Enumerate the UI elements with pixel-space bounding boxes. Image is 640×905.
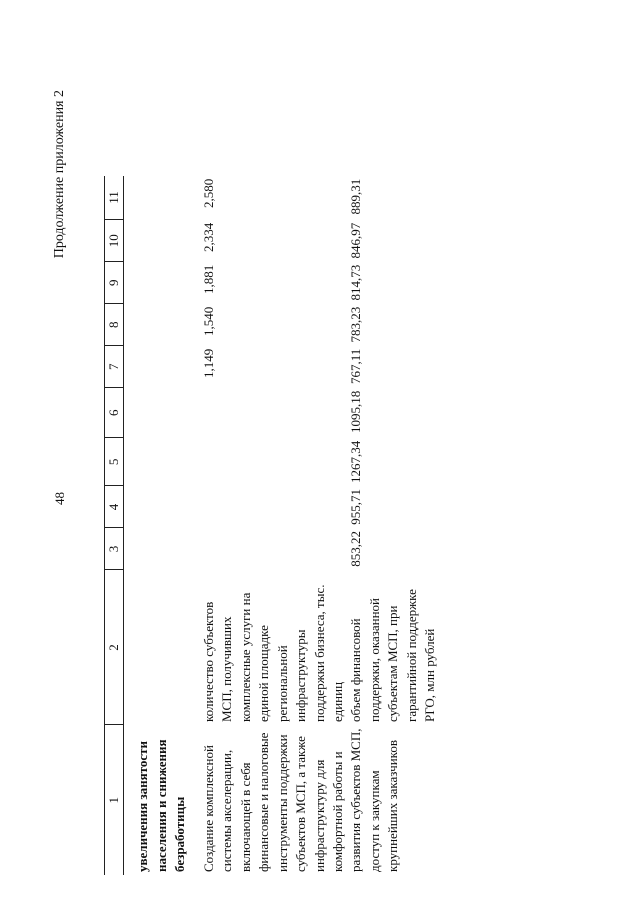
column-header: 11 [105, 176, 124, 220]
table-cell: 889,31 [348, 178, 364, 215]
continuation-note: Продолжение приложения 2 [52, 90, 67, 259]
table-cell: 2,334 [200, 222, 216, 252]
column-header: 10 [105, 220, 124, 262]
table-row [134, 176, 189, 875]
table-cell [200, 388, 348, 438]
table-cell: 955,71 [348, 489, 364, 525]
column-header: 7 [105, 346, 124, 388]
column-header: 6 [105, 388, 124, 438]
table-cell: 814,73 [348, 264, 364, 301]
table-cell: 767,11 [348, 348, 364, 385]
indicator-name: объем финансовой поддержки, оказанной субъектам МСП, при гарантийной поддержке РГО, млн рублей [348, 589, 438, 722]
indicator-name: количество субъектов МСП, получивших комплексные услуги на единой площадке региональной инфраструктуры поддержки бизнеса, тыс. единиц [200, 584, 345, 722]
table-cell [200, 486, 348, 528]
table-row [200, 176, 348, 875]
table-cell [200, 438, 348, 486]
header-row [105, 176, 124, 875]
table-cell: 783,23 [348, 306, 364, 343]
table-cell: 2,580 [200, 178, 216, 208]
column-header: 4 [105, 486, 124, 528]
data-table [104, 176, 440, 875]
column-header: 5 [105, 438, 124, 486]
table-cell: 846,97 [348, 222, 364, 259]
column-header: 3 [105, 528, 124, 570]
table-cell: 1,881 [200, 264, 216, 294]
row-label-continued: увеличения занятости населения и снижения безработицы [135, 739, 188, 872]
table-cell: 1,149 [200, 348, 216, 378]
table-cell: 1095,18 [348, 390, 364, 433]
spacer-row [190, 176, 200, 875]
spacer-row [124, 176, 135, 875]
measure-name: Создание комплексной системы акселерации, включающей в себя финансовые и налоговые инструменты поддержки субъектов МСП, а также инфраструктуру для комфортной работы и развития субъектов МСП, доступ к закупкам крупнейших заказчиков [200, 728, 401, 872]
column-header: 1 [105, 725, 124, 875]
table-cell [200, 528, 348, 570]
table-cell: 1267,34 [348, 440, 364, 483]
column-header: 8 [105, 304, 124, 346]
table-cell: 853,22 [348, 531, 364, 567]
rotated-landscape-content [52, 60, 640, 905]
table-cell: 1,540 [200, 306, 216, 336]
column-header: 2 [105, 570, 124, 725]
column-header: 9 [105, 262, 124, 304]
page-number: 48 [52, 492, 67, 505]
